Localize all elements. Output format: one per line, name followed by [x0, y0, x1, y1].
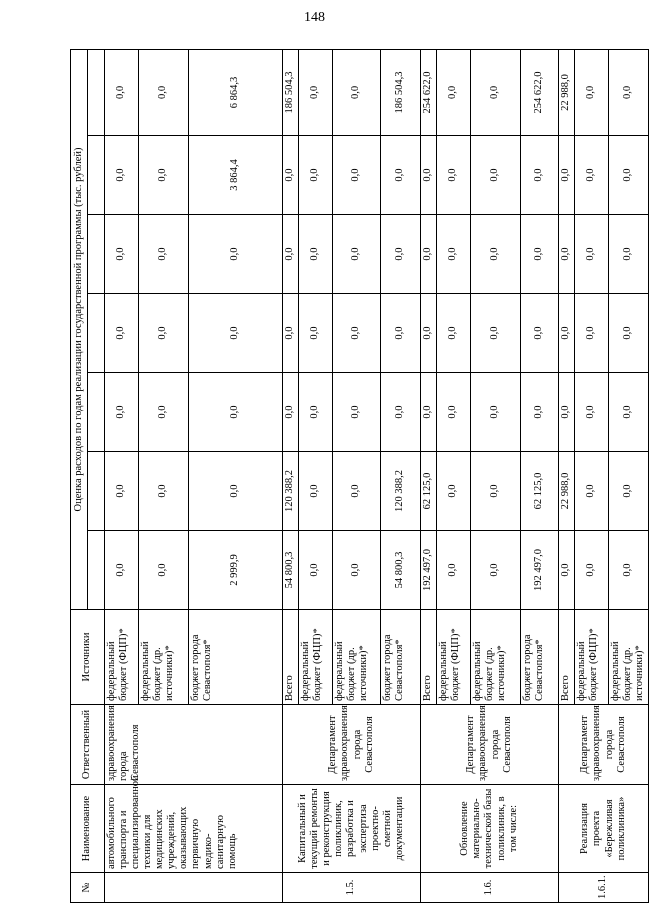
value-cell: 0,0: [521, 294, 559, 373]
value-cell: 0,0: [471, 136, 521, 215]
row-responsible: здравоохранения города Севастополя: [105, 705, 283, 785]
row-number: 1.5.: [283, 873, 421, 903]
value-cell: 186 504,3: [381, 49, 421, 135]
value-cell: 0,0: [437, 452, 471, 531]
value-cell: 0,0: [333, 294, 381, 373]
value-cell: 186 504,3: [283, 49, 299, 135]
value-cell: 0,0: [559, 215, 575, 294]
value-cell: 0,0: [139, 452, 189, 531]
value-cell: 0,0: [471, 49, 521, 135]
source-label: федеральный бюджет (др. источники)*: [139, 610, 189, 705]
value-cell: 0,0: [559, 531, 575, 610]
header-no: №: [71, 873, 105, 903]
value-cell: 0,0: [421, 294, 437, 373]
value-cell: 0,0: [189, 294, 283, 373]
value-cell: 0,0: [381, 373, 421, 452]
value-cell: 0,0: [471, 373, 521, 452]
value-cell: 0,0: [471, 294, 521, 373]
value-cell: 0,0: [299, 294, 333, 373]
year-col-5: [88, 215, 105, 294]
value-cell: 0,0: [105, 373, 139, 452]
value-cell: 0,0: [521, 373, 559, 452]
source-label: Всего: [283, 610, 299, 705]
value-cell: 0,0: [521, 136, 559, 215]
value-cell: 0,0: [471, 531, 521, 610]
header-row: [71, 49, 88, 902]
value-cell: 0,0: [333, 136, 381, 215]
value-cell: 254 622,0: [521, 49, 559, 135]
value-cell: 0,0: [333, 452, 381, 531]
value-cell: 0,0: [609, 452, 649, 531]
value-cell: 0,0: [283, 373, 299, 452]
value-cell: 0,0: [575, 49, 609, 135]
value-cell: 0,0: [609, 373, 649, 452]
value-cell: 62 125,0: [521, 452, 559, 531]
year-col-4: [88, 294, 105, 373]
value-cell: 0,0: [333, 531, 381, 610]
row-responsible: Департамент здравоохранения города Севастополя: [283, 705, 421, 785]
value-cell: 0,0: [437, 531, 471, 610]
value-cell: 120 388,2: [283, 452, 299, 531]
header-name: Наименование: [71, 785, 105, 873]
value-cell: 0,0: [437, 49, 471, 135]
year-col-6: [88, 136, 105, 215]
value-cell: 192 497,0: [421, 531, 437, 610]
value-cell: 0,0: [381, 215, 421, 294]
value-cell: 0,0: [437, 294, 471, 373]
value-cell: 0,0: [139, 531, 189, 610]
table-row: [559, 49, 575, 902]
value-cell: 0,0: [105, 136, 139, 215]
value-cell: 0,0: [471, 215, 521, 294]
year-col-1: [88, 531, 105, 610]
value-cell: 0,0: [575, 294, 609, 373]
page-number: 148: [304, 10, 325, 25]
value-cell: 0,0: [333, 215, 381, 294]
value-cell: 120 388,2: [381, 452, 421, 531]
value-cell: 0,0: [283, 215, 299, 294]
source-label: федеральный бюджет (др. источники)*: [609, 610, 649, 705]
value-cell: 0,0: [283, 136, 299, 215]
value-cell: 0,0: [105, 294, 139, 373]
row-name: автомобильного транспорта и специализированной техники для медицинских учреждений, оказывающих первичную медико-санитарную помощь: [105, 785, 283, 873]
header-responsible: Ответственный: [71, 705, 105, 785]
value-cell: 0,0: [471, 452, 521, 531]
row-number: [105, 873, 283, 903]
value-cell: 0,0: [105, 215, 139, 294]
value-cell: 0,0: [189, 215, 283, 294]
value-cell: 0,0: [299, 136, 333, 215]
value-cell: 0,0: [575, 373, 609, 452]
value-cell: 0,0: [609, 531, 649, 610]
value-cell: 3 864,4: [189, 136, 283, 215]
value-cell: 0,0: [559, 294, 575, 373]
value-cell: 22 988,0: [559, 452, 575, 531]
value-cell: 0,0: [299, 215, 333, 294]
value-cell: 0,0: [333, 373, 381, 452]
value-cell: 0,0: [189, 373, 283, 452]
value-cell: 0,0: [609, 215, 649, 294]
value-cell: 192 497,0: [521, 531, 559, 610]
value-cell: 0,0: [299, 373, 333, 452]
value-cell: 0,0: [381, 136, 421, 215]
value-cell: 0,0: [139, 136, 189, 215]
source-label: федеральный бюджет (ФЦП)*: [299, 610, 333, 705]
value-cell: 0,0: [575, 215, 609, 294]
year-col-3: [88, 373, 105, 452]
value-cell: 54 800,3: [283, 531, 299, 610]
value-cell: 0,0: [283, 294, 299, 373]
value-cell: 0,0: [575, 452, 609, 531]
row-name: Обновление материально-технической базы поликлиник, в том числе:: [421, 785, 559, 873]
source-label: федеральный бюджет (др. источники)*: [333, 610, 381, 705]
year-col-7: [88, 49, 105, 135]
value-cell: 254 622,0: [421, 49, 437, 135]
row-number: 1.6.1.: [559, 873, 649, 903]
value-cell: 0,0: [421, 136, 437, 215]
value-cell: 0,0: [105, 49, 139, 135]
value-cell: 0,0: [139, 373, 189, 452]
value-cell: 0,0: [437, 215, 471, 294]
value-cell: 0,0: [421, 215, 437, 294]
source-label: бюджет города Севастополя*: [381, 610, 421, 705]
value-cell: 0,0: [333, 49, 381, 135]
value-cell: 0,0: [437, 136, 471, 215]
row-name: Капитальный и текущий ремонты и реконструкция поликлиник, разработка и экспертиза проектно-сметной документации: [283, 785, 421, 873]
source-label: федеральный бюджет (ФЦП)*: [105, 610, 139, 705]
year-col-2: [88, 452, 105, 531]
value-cell: 0,0: [105, 531, 139, 610]
value-cell: 22 988,0: [559, 49, 575, 135]
value-cell: 0,0: [139, 215, 189, 294]
rotated-table-container: [70, 60, 646, 903]
value-cell: 0,0: [575, 531, 609, 610]
value-cell: 0,0: [421, 373, 437, 452]
source-label: Всего: [421, 610, 437, 705]
row-responsible: Департамент здравоохранения города Севастополя: [559, 705, 649, 785]
value-cell: 0,0: [139, 49, 189, 135]
value-cell: 0,0: [609, 294, 649, 373]
source-label: Всего: [559, 610, 575, 705]
table-row: [283, 49, 299, 902]
source-label: федеральный бюджет (ФЦП)*: [575, 610, 609, 705]
source-label: федеральный бюджет (ФЦП)*: [437, 610, 471, 705]
value-cell: 0,0: [437, 373, 471, 452]
value-cell: 0,0: [559, 373, 575, 452]
value-cell: 62 125,0: [421, 452, 437, 531]
source-label: федеральный бюджет (др. источники)*: [471, 610, 521, 705]
value-cell: 0,0: [575, 136, 609, 215]
value-cell: 0,0: [559, 136, 575, 215]
value-cell: 0,0: [189, 452, 283, 531]
value-cell: 0,0: [521, 215, 559, 294]
value-cell: 0,0: [299, 531, 333, 610]
value-cell: 2 999,9: [189, 531, 283, 610]
value-cell: 0,0: [609, 49, 649, 135]
value-cell: 0,0: [299, 49, 333, 135]
table-row: [421, 49, 437, 902]
row-responsible: Департамент здравоохранения города Севастополя: [421, 705, 559, 785]
budget-table: [70, 49, 649, 903]
row-number: 1.6.: [421, 873, 559, 903]
value-cell: 0,0: [609, 136, 649, 215]
value-cell: 0,0: [139, 294, 189, 373]
source-label: бюджет города Севастополя*: [189, 610, 283, 705]
value-cell: 0,0: [299, 452, 333, 531]
value-cell: 6 864,3: [189, 49, 283, 135]
header-estimate: Оценка расходов по годам реализации государственной программы (тыс. рублей): [71, 49, 88, 609]
row-name: Реализация проекта «Бережливая поликлиника»: [559, 785, 649, 873]
source-label: бюджет города Севастополя*: [521, 610, 559, 705]
header-sources: Источники: [71, 610, 105, 705]
value-cell: 0,0: [381, 294, 421, 373]
value-cell: 0,0: [105, 452, 139, 531]
table-row: [105, 49, 139, 902]
value-cell: 54 800,3: [381, 531, 421, 610]
